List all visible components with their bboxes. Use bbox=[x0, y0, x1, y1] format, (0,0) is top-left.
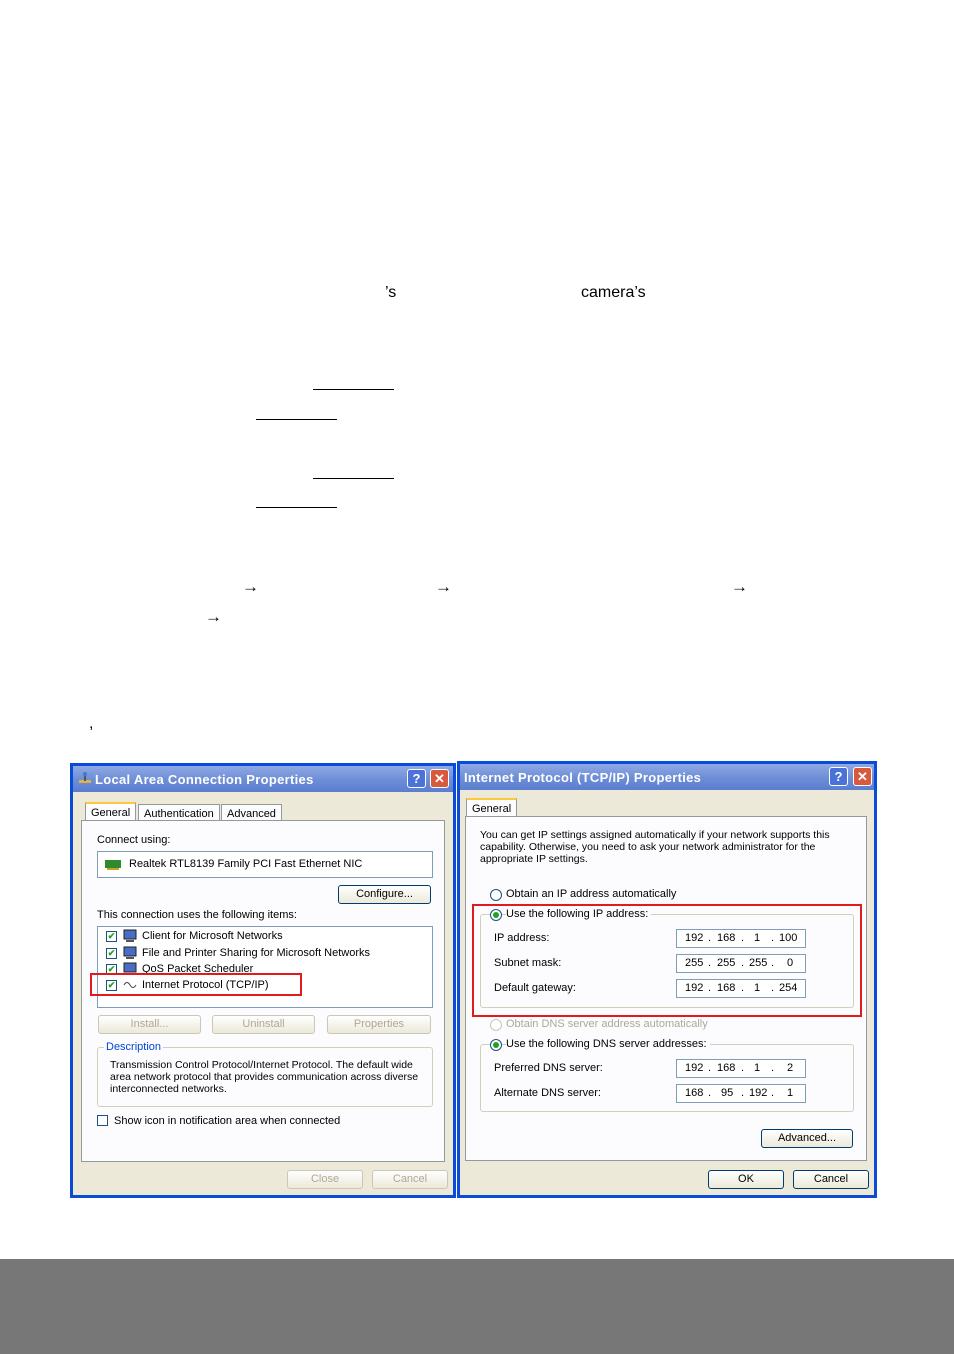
underline-2 bbox=[256, 419, 337, 420]
obtain-dns-auto-label: Obtain DNS server address automatically bbox=[506, 1018, 708, 1030]
ip-address-label: IP address: bbox=[494, 932, 550, 944]
lan-properties-dialog bbox=[70, 763, 456, 1198]
lan-dialog-title: Local Area Connection Properties bbox=[95, 772, 314, 787]
network-card-icon bbox=[105, 858, 121, 870]
item-checkbox[interactable]: ✔ bbox=[107, 980, 116, 990]
tab-general[interactable]: General bbox=[466, 798, 517, 818]
show-icon-checkbox[interactable] bbox=[97, 1115, 108, 1126]
subnet-mask-label: Subnet mask: bbox=[494, 957, 562, 969]
tcpip-dialog-titlebar[interactable] bbox=[460, 764, 874, 790]
close-icon[interactable]: ✕ bbox=[430, 769, 449, 788]
install-button[interactable]: Install... bbox=[98, 1015, 201, 1034]
tab-general[interactable]: General bbox=[85, 802, 136, 822]
use-following-dns-label: Use the following DNS server addresses: bbox=[506, 1038, 710, 1050]
default-gateway-field[interactable]: 192 . 168 . 1 . 254 bbox=[676, 979, 806, 998]
items-label: This connection uses the following items: bbox=[97, 909, 297, 921]
item-checkbox[interactable]: ✔ bbox=[107, 931, 116, 941]
obtain-ip-auto-radio[interactable] bbox=[490, 889, 502, 901]
comma-fragment: , bbox=[89, 715, 94, 732]
advanced-button[interactable]: Advanced... bbox=[761, 1129, 853, 1148]
default-gateway-label: Default gateway: bbox=[494, 982, 576, 994]
tcpip-highlight-box bbox=[90, 973, 302, 996]
help-button[interactable]: ? bbox=[407, 769, 426, 788]
tcpip-properties-dialog bbox=[457, 761, 877, 1198]
uninstall-button[interactable]: Uninstall bbox=[212, 1015, 315, 1034]
properties-button[interactable]: Properties bbox=[327, 1015, 431, 1034]
underline-4 bbox=[256, 507, 337, 508]
close-icon[interactable]: ✕ bbox=[853, 767, 872, 786]
cancel-button[interactable]: Cancel bbox=[372, 1170, 448, 1189]
item-checkbox[interactable]: ✔ bbox=[107, 964, 116, 974]
ip-address-field[interactable]: 192 . 168 . 1 . 100 bbox=[676, 929, 806, 948]
obtain-dns-auto-radio[interactable] bbox=[490, 1019, 502, 1031]
connect-using-label: Connect using: bbox=[97, 834, 171, 846]
possessive-fragment: ’s bbox=[385, 284, 397, 301]
preferred-dns-label: Preferred DNS server: bbox=[494, 1062, 603, 1074]
tab-advanced[interactable]: Advanced bbox=[221, 804, 282, 822]
obtain-ip-auto-label: Obtain an IP address automatically bbox=[506, 888, 677, 900]
show-icon-label: Show icon in notification area when connected bbox=[114, 1115, 341, 1127]
lan-dialog-titlebar[interactable] bbox=[73, 766, 453, 792]
network-connection-icon bbox=[77, 771, 93, 787]
cancel-button[interactable]: Cancel bbox=[793, 1170, 869, 1189]
configure-button[interactable]: Configure... bbox=[338, 885, 431, 904]
adapter-name: Realtek RTL8139 Family PCI Fast Ethernet NIC bbox=[129, 858, 363, 870]
arrow-right-icon: → bbox=[731, 577, 748, 596]
list-item[interactable]: QoS Packet Scheduler bbox=[142, 963, 254, 975]
arrow-right-icon: → bbox=[435, 577, 452, 596]
arrow-right-icon: → bbox=[242, 577, 259, 596]
arrow-right-icon: → bbox=[205, 607, 222, 626]
list-item[interactable]: Internet Protocol (TCP/IP) bbox=[142, 979, 269, 991]
subnet-mask-field[interactable]: 255 . 255 . 255 . 0 bbox=[676, 954, 806, 973]
underline-1 bbox=[313, 389, 394, 390]
use-following-dns-radio[interactable] bbox=[490, 1039, 502, 1051]
list-item[interactable]: Client for Microsoft Networks bbox=[142, 930, 283, 942]
list-item[interactable]: File and Printer Sharing for Microsoft Networks bbox=[142, 947, 371, 959]
preferred-dns-field[interactable]: 192 . 168 . 1 . 2 bbox=[676, 1059, 806, 1078]
tab-authentication[interactable]: Authentication bbox=[138, 804, 220, 822]
underline-3 bbox=[313, 478, 394, 479]
description-label: Description bbox=[106, 1041, 162, 1053]
adapter-field bbox=[97, 851, 433, 878]
page-footer-band bbox=[0, 1259, 954, 1354]
computer-icon bbox=[123, 929, 138, 943]
static-ip-highlight-box bbox=[472, 904, 862, 1017]
alternate-dns-label: Alternate DNS server: bbox=[494, 1087, 601, 1099]
item-checkbox[interactable]: ✔ bbox=[107, 948, 116, 958]
ok-button[interactable]: OK bbox=[708, 1170, 784, 1189]
alternate-dns-field[interactable]: 168 . 95 . 192 . 1 bbox=[676, 1084, 806, 1103]
description-text: Transmission Control Protocol/Internet Protocol. The default wide area network protocol that provides communication across diverse interconnected networks. bbox=[110, 1059, 419, 1095]
computer-icon bbox=[123, 946, 138, 960]
tcpip-dialog-title: Internet Protocol (TCP/IP) Properties bbox=[464, 770, 702, 785]
close-button[interactable]: Close bbox=[287, 1170, 363, 1189]
help-button[interactable]: ? bbox=[829, 767, 848, 786]
info-text: You can get IP settings assigned automatically if your network supports this capability. Otherwise, you need to ask your network administrator for the appropriate IP settings. bbox=[480, 829, 830, 865]
camera-possessive-fragment: camera’s bbox=[581, 284, 646, 301]
use-following-ip-label: Use the following IP address: bbox=[506, 908, 651, 920]
